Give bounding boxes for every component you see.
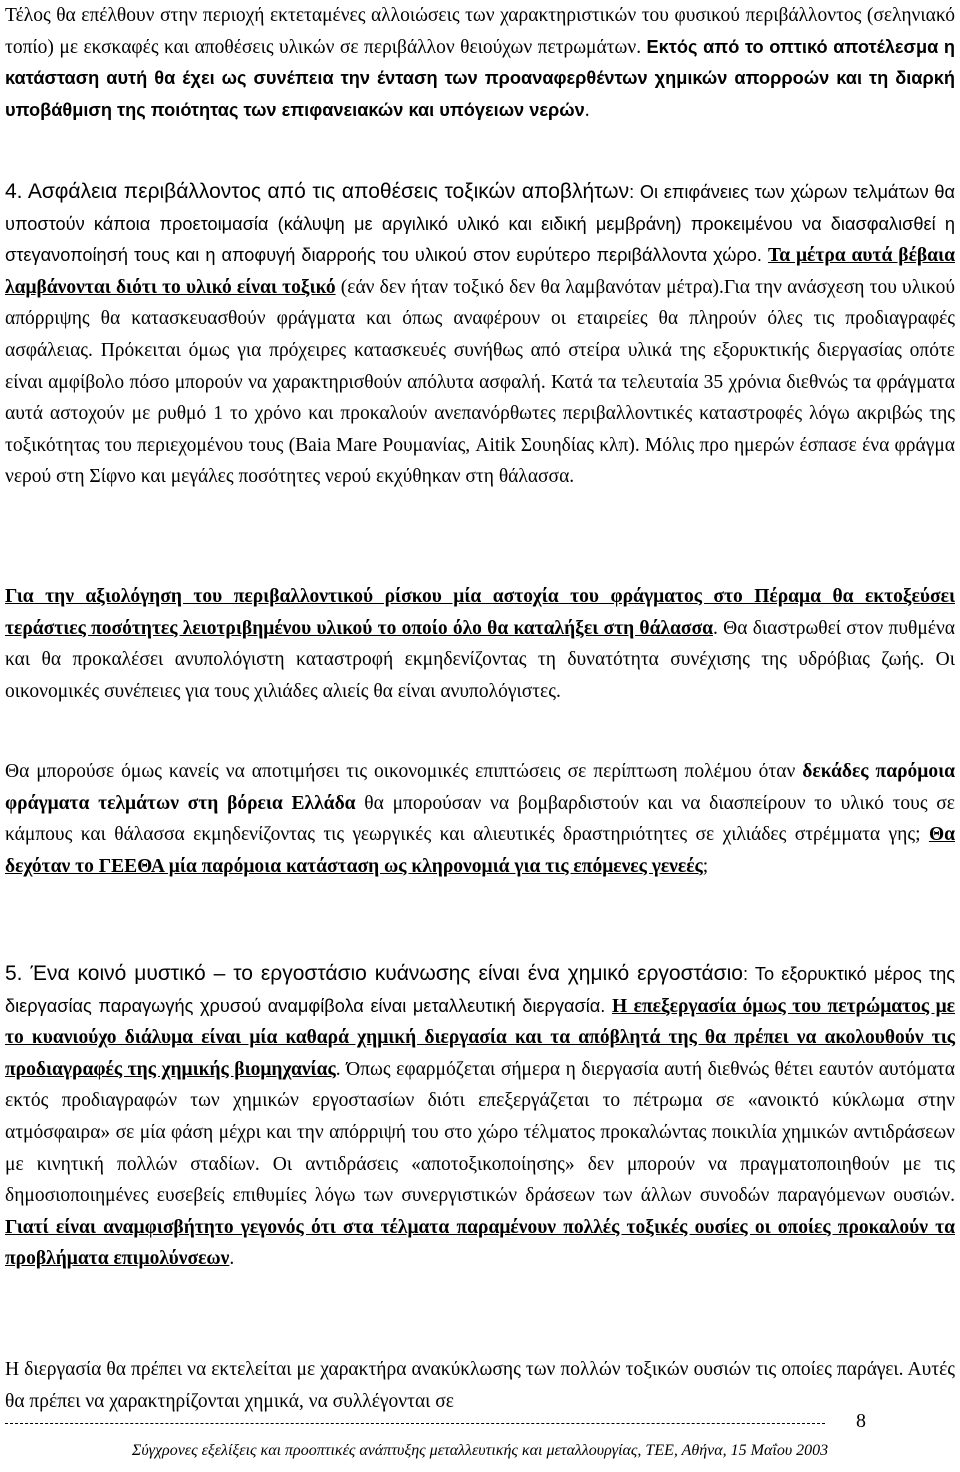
paragraph-safety bbox=[5, 176, 955, 493]
paragraph-war-scenario bbox=[5, 756, 955, 882]
paragraph-text: . bbox=[584, 99, 590, 121]
underlined-emphasis: Η επεξεργασία όμως του πετρώματος με το κυανιούχο διάλυμα είναι μία καθαρά χημική διεργασία και τα απόβλητά της θα πρέπει να ακολουθούν τις προδιαγραφές της χημικής βιομηχανίας bbox=[5, 995, 956, 1080]
emphasis-text: Εκτός από το οπτικό αποτέλεσμα η κατάσταση αυτή θα έχει ως συνέπεια την ένταση των προαναφερθέντων χημικών απορροών και τη διαρκή υποβάθμιση της ποιότητας των επιφανειακών και υπόγειων νερών bbox=[5, 36, 955, 120]
paragraph-text: θα μπορούσαν να βομβαρδιστούν και να διασπείρουν το υλικό τους σε κάμπους και θάλασσα εκμηδενίζοντας τις γεωργικές και αλιευτικές δραστηριότητες σε χιλιάδες στρέμματα γης; bbox=[5, 792, 955, 846]
paragraph-chemical-plant bbox=[5, 958, 955, 1275]
paragraph-risk-perama bbox=[5, 581, 955, 707]
paragraph-text: (εάν δεν ήταν τοξικό δεν θα λαμβανόταν μέτρα). bbox=[335, 276, 724, 298]
paragraph-text: Τέλος θα επέλθουν στην περιοχή εκτεταμένες αλλοιώσεις των χαρακτηριστικών του φυσικού περιβάλλοντος (σεληνιακό τοπίο) με εκσκαφές και αποθέσεις υλικών σε περιβάλλον θειούχων πετρωμάτων. bbox=[5, 5, 955, 58]
footer-citation: Σύγχρονες εξελίξεις και προοπτικές ανάπτυξης μεταλλευτικής και μεταλλουργίας, ΤΕΕ, Αθήνα, 15 Μαΐου 2003 bbox=[131, 1442, 829, 1459]
underlined-emphasis: Τα μέτρα αυτά βέβαια λαμβάνονται διότι το υλικό είναι τοξικό bbox=[5, 245, 955, 298]
section-heading-5: 5. Ένα κοινό μυστικό – το εργοστάσιο κυάνωσης είναι ένα χημικό εργοστάσιο bbox=[5, 962, 743, 985]
paragraph-text: ; bbox=[702, 855, 709, 877]
paragraph-text: Θα μπορούσε όμως κανείς να αποτιμήσει τις οικονομικές επιπτώσεις σε περίπτωση πολέμου όταν bbox=[5, 761, 803, 782]
paragraph-text: : Το εξορυκτικό μέρος της διεργασίας παραγωγής χρυσού αναμφίβολα είναι μεταλλευτική διεργασία. bbox=[5, 964, 956, 1016]
paragraph-text: : Οι επιφάνειες των χώρων τελμάτων θα υποστούν κάποια προετοιμασία (κάλυψη με αργιλικό υλικό και ειδική μεμβράνη) προκειμένου να διασφαλισθεί η στεγανοποίησή τους και η αποφυγή διαρροής του υλικού στον ευρύτερο περιβάλλοντα χώρο. bbox=[5, 182, 956, 266]
paragraph-text: Η διεργασία θα πρέπει να εκτελείται με χαρακτήρα ανακύκλωσης των πολλών τοξικών ουσιών τις οποίες παράγει. Αυτές θα πρέπει να χαρακτηρίζονται χημικά, να συλλέγονται σε bbox=[5, 1359, 955, 1412]
underlined-emphasis: Θα δεχόταν το ΓΕΕΘΑ μία παρόμοια κατάσταση ως κληρονομιά για τις επόμενες γενεές bbox=[5, 824, 955, 877]
page-number: 8 bbox=[856, 1410, 866, 1432]
paragraph-text: . Όπως εφαρμόζεται σήμερα η διεργασία αυτή διεθνώς θέτει εαυτόν αυτόματα εκτός προδιαγραφών των χημικών εργοστασίων διότι επεξεργάζεται το πέτρωμα σε «ανοικτό κύκλωμα στην ατμόσφαιρα» σε μία φάση μέχρι και την απόρριψή του στο χώρο τέλματος προκαλώντας ποικιλία χημικών αντιδράσεων με κινητική πολλών σταδίων. Οι αντιδράσεις «αποτοξικοποίησης» δεν μπορούν να πραγματοποιηθούν με τις δημοσιοποιημένες ευσεβείς επιθυμίες λόγω των συνεργιστικών δράσεων των άλλων συνοδών παραγόμενων ουσιών. bbox=[5, 1058, 955, 1207]
paragraph-recycling bbox=[5, 1354, 955, 1417]
paragraph-landscape-impact bbox=[5, 0, 955, 126]
underlined-emphasis: Γιατί είναι αναμφισβήτητο γεγονός ότι στα τέλματα παραμένουν πολλές τοξικές ουσίες οι οποίες προκαλούν τα προβλήματα επιμολύνσεων bbox=[5, 1216, 955, 1270]
section-heading-4: 4. Ασφάλεια περιβάλλοντος από τις αποθέσεις τοξικών αποβλήτων bbox=[5, 180, 630, 203]
footer-divider bbox=[5, 1423, 825, 1424]
paragraph-text: . Θα διαστρωθεί στον πυθμένα και θα προκαλέσει ανυπολόγιστη καταστροφή εκμηδενίζοντας τη δυνατότητα συνέχισης της υδρόβιας ζωής. Οι οικονομικές συνέπειες για τους χιλιάδες αλιείς θα είναι ανυπολόγιστες. bbox=[5, 617, 955, 702]
emphasis-text: δεκάδες παρόμοια φράγματα τελμάτων στη βόρεια Ελλάδα bbox=[5, 761, 956, 814]
underlined-emphasis: Για την αξιολόγηση του περιβαλλοντικού ρίσκου μία αστοχία του φράγματος στο Πέραμα θα εκτοξεύσει τεράστιες ποσότητες λειοτριβημένου υλικού το οποίο όλο θα καταλήξει στη θάλασσα bbox=[5, 586, 955, 639]
paragraph-text: Για την ανάσχεση του υλικού απόρριψης θα κατασκευασθούν φράγματα και όπως αναφέρουν οι εταιρείες θα πληρούν όλες τις προδιαγραφές ασφάλειας. Πρόκειται όμως για πρόχειρες κατασκευές συνήθως από στείρα υλικά της εξορυκτικής διεργασίας οπότε είναι αμφίβολο πόσο μπορούν να χαρακτηρισθούν απόλυτα ασφαλή. Κατά τα τελευταία 35 χρόνια διεθνώς τα φράγματα αυτά αστοχούν με ρυθμό 1 το χρόνο και προκαλούν ανεπανόρθωτες περιβαλλοντικές καταστροφές λόγω ακριβώς της τοξικότητας του περιεχομένου τους (Baia Mare Ρουμανίας, Aitik Σουηδίας κλπ). Μόλις προ ημερών έσπασε ένα φράγμα νερού στη Σίφνο και μεγάλες ποσότητες νερού εκχύθηκαν στη θάλασσα. bbox=[5, 276, 955, 488]
paragraph-text: . bbox=[229, 1248, 235, 1270]
